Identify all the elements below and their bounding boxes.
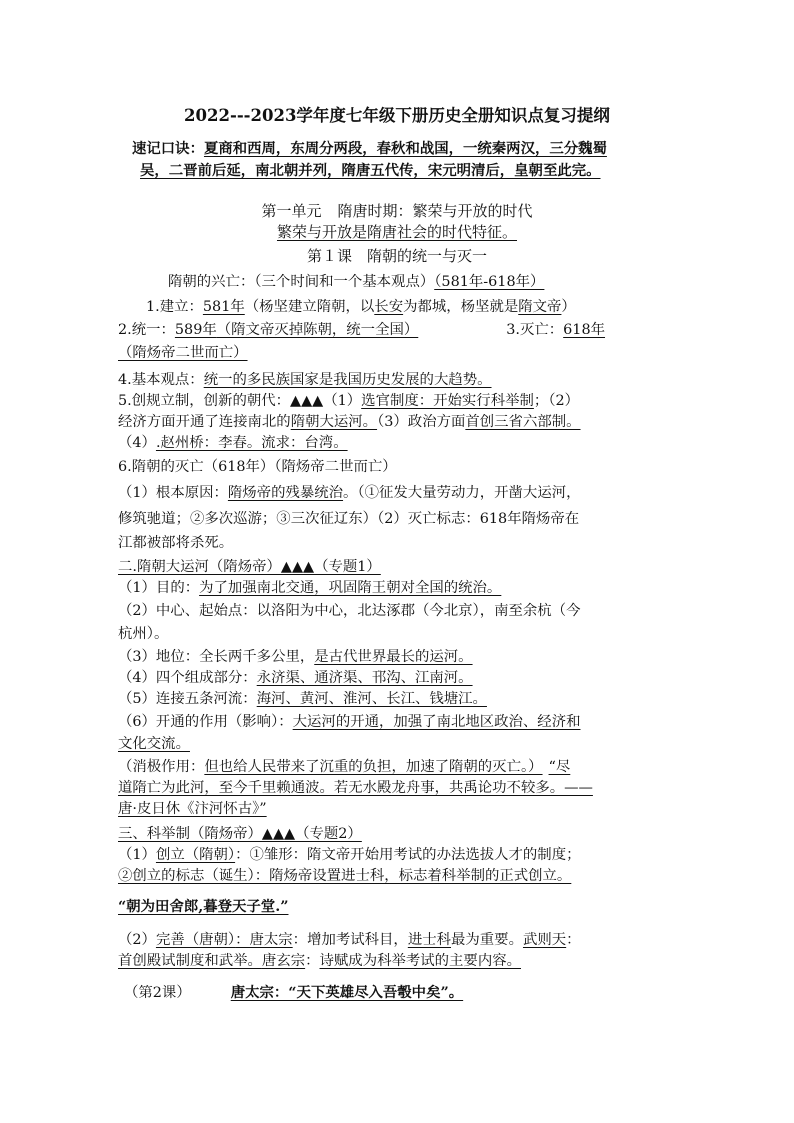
lesson-1-heading: 第１课 隋朝的统一与灭一 [306, 247, 487, 265]
exam-colon-2: ： [305, 953, 320, 969]
establish-capital: 长安 [374, 299, 404, 315]
establish-note-b: 为都城，杨坚就是 [403, 299, 519, 315]
fall-label: 3.灭亡： [506, 322, 564, 338]
canal-poem-source: 唐·皮日休《汴河怀古》” [118, 801, 267, 817]
exam-important: 最为重要。 [451, 932, 523, 948]
collapse-line-3: 江都被部将杀死。 [118, 535, 234, 551]
canal-status-label: （3）地位：全长两千多公里， [118, 649, 315, 665]
establish-label: 1.建立： [146, 299, 203, 315]
exam-taizong: ：唐太宗 [235, 932, 293, 948]
canal-status [118, 647, 688, 667]
canal-rivers-label: （5）连接五条河流： [118, 691, 257, 707]
lesson-2-quote: 唐太宗：“天下英雄尽入吾彀中矣”。 [230, 984, 464, 1001]
mnemonic-line-2: 吴，二晋前后延，南北朝并列，隋唐五代传，宋元明清后，皇朝至此完。 [140, 162, 601, 179]
exam-poetry: 诗赋成为科举考试的主要内容。 [319, 953, 521, 969]
canal-negative-label: （消极作用： [118, 759, 205, 775]
exam-create-1 [118, 845, 688, 865]
canal-parts-label: （4）四个组成部分： [118, 670, 257, 686]
canal-negative-text: 但也给人民带来了沉重的负担，加速了隋朝的灭亡。） [204, 759, 543, 775]
rise-fall-line [168, 272, 738, 292]
innovation-item-4: （4） [118, 435, 156, 451]
rise-fall-range: （581年-618年） [434, 274, 545, 290]
innovation-sep: ；（2） [533, 393, 580, 409]
canal-rivers [118, 689, 688, 709]
innovation-canal: 隋朝大运河。 [290, 414, 378, 430]
unit-heading [0, 201, 794, 221]
exam-jinshi: 进士科 [407, 932, 451, 948]
collapse-detail: 。（①征发大量劳动力，开凿大运河， [343, 485, 581, 501]
exam-xuanzong: 唐玄宗 [261, 953, 306, 969]
innovation-line-2 [118, 412, 688, 432]
exam-improve-1 [118, 930, 688, 950]
unify-label: 2.统一： [118, 322, 175, 338]
page-title: 2022---2023学年度七年级下册历史全册知识点复习提纲 [184, 106, 610, 125]
establish-year: 581年 [202, 299, 245, 315]
exam-palace-exam: 首创殿试制度和武举。 [118, 953, 262, 969]
lesson-2-line [124, 983, 694, 1003]
exam-improve-num: （2） [118, 932, 156, 948]
mnemonic-label: 速记口诀： [132, 140, 204, 157]
exam-create-2: ②创立的标志（诞生）：隋炀帝设置进士科，标志着科举制的正式创立。 [118, 868, 572, 884]
unit-number: 第一单元 [261, 202, 322, 220]
exam-improve-text: ：增加考试科目， [292, 932, 408, 948]
canal-heading: 二.隋朝大运河（隋炀帝）▲▲▲（专题1） [118, 559, 381, 575]
unify-fall-line [118, 320, 688, 340]
canal-center-1: （2）中心、起始点：以洛阳为中心，北达涿郡（今北京），南至余杭（今 [118, 603, 581, 619]
canal-effect-label: （6）开通的作用（影响）： [118, 714, 293, 730]
collapse-cause: 隋炀帝的残暴统治 [227, 485, 344, 501]
canal-poem-start: “尽 [548, 759, 571, 775]
establish-emperor: 隋文帝 [518, 299, 562, 315]
canal-effect-2: 文化交流。 [118, 736, 190, 752]
exam-colon: ： [566, 932, 581, 948]
innovation-line-3 [118, 433, 688, 453]
lesson-2-label: （第2课） [124, 985, 191, 1001]
establish-line [146, 297, 716, 317]
innovation-intro: 5.创规立制，创新的朝代：▲▲▲（1） [118, 393, 362, 409]
canal-center-2: 杭州）。 [118, 626, 169, 642]
exam-heading: 三、科举制（隋炀帝）▲▲▲（专题2） [118, 826, 362, 842]
exam-wuzetian: 武则天 [522, 932, 567, 948]
canal-status-text: 是古代世界最长的运河。 [314, 649, 473, 665]
collapse-line-2: 修筑驰道；②多次巡游；③三次征辽东）（2）灭亡标志：618年隋炀帝在 [118, 511, 580, 527]
canal-purpose-label: （1）目的： [118, 580, 200, 596]
unify-note: （隋文帝灭掉陈朝，统一全国） [216, 322, 419, 338]
establish-close: ） [561, 299, 576, 315]
innovation-bridge: .赵州桥：李春。流求：台湾。 [155, 435, 348, 451]
canal-poem-line: 道隋亡为此河，至今千里赖通波。若无水殿龙舟事，共禹论功不较多。—— [118, 780, 593, 796]
mnemonic-text-1: 夏商和西周，东周分两段，春秋和战国，一统秦两汉，三分魏蜀 [203, 140, 607, 157]
innovation-ministries: 首创三省六部制。 [465, 414, 581, 430]
establish-note-a: （杨坚建立隋朝，以 [244, 299, 375, 315]
canal-rivers-text: 海河、黄河、淮河、长江、钱塘江。 [256, 691, 487, 707]
rise-fall-label: 隋朝的兴亡：（三个时间和一个基本观点） [168, 274, 435, 290]
basic-view-text: 统一的多民族国家是我国历史发展的大趋势。 [203, 372, 492, 388]
canal-effect-text: 大运河的开通，加强了南北地区政治、经济和 [292, 714, 581, 730]
collapse-heading: 6.隋朝的灭亡（618年）（隋炀帝二世而亡） [118, 459, 397, 475]
innovation-politics: （3）政治方面 [377, 414, 466, 430]
exam-quote: “朝为田舍郎,暮登天子堂.” [118, 898, 289, 915]
canal-purpose-text: 为了加强南北交通，巩固隋王朝对全国的统治。 [199, 580, 502, 596]
collapse-line-1 [118, 483, 688, 503]
exam-create-label: 创立（隋朝） [155, 847, 236, 863]
exam-create-num: （1） [118, 847, 156, 863]
collapse-cause-label: （1）根本原因： [118, 485, 228, 501]
exam-improve-2 [118, 951, 688, 971]
canal-parts [118, 668, 688, 688]
unit-feature-text: 繁荣与开放是隋唐社会的时代特征。 [276, 223, 517, 241]
basic-view-label: 4.基本观点： [118, 372, 204, 388]
mnemonic-line-1 [132, 139, 702, 159]
canal-negative [118, 757, 688, 777]
exam-create-text: ：①雏形：隋文帝开始用考试的办法选拔人才的制度； [235, 847, 581, 863]
unit-feature [0, 222, 794, 242]
innovation-line-1 [118, 391, 688, 411]
canal-parts-text: 永济渠、通济渠、邗沟、江南河。 [256, 670, 473, 686]
canal-purpose [118, 578, 688, 598]
fall-note: （隋炀帝二世而亡） [118, 345, 248, 361]
fall-year: 618年 [563, 322, 606, 338]
basic-view-line [118, 370, 688, 390]
innovation-exam: 选官制度：开始实行科举制 [361, 393, 534, 409]
unit-title: 隋唐时期：繁荣与开放的时代 [337, 202, 533, 220]
canal-effect-1 [118, 712, 688, 732]
unify-year: 589年 [174, 322, 217, 338]
exam-improve-label: 完善（唐朝） [155, 932, 236, 948]
innovation-econ: 经济方面开通了连接南北的 [118, 414, 291, 430]
